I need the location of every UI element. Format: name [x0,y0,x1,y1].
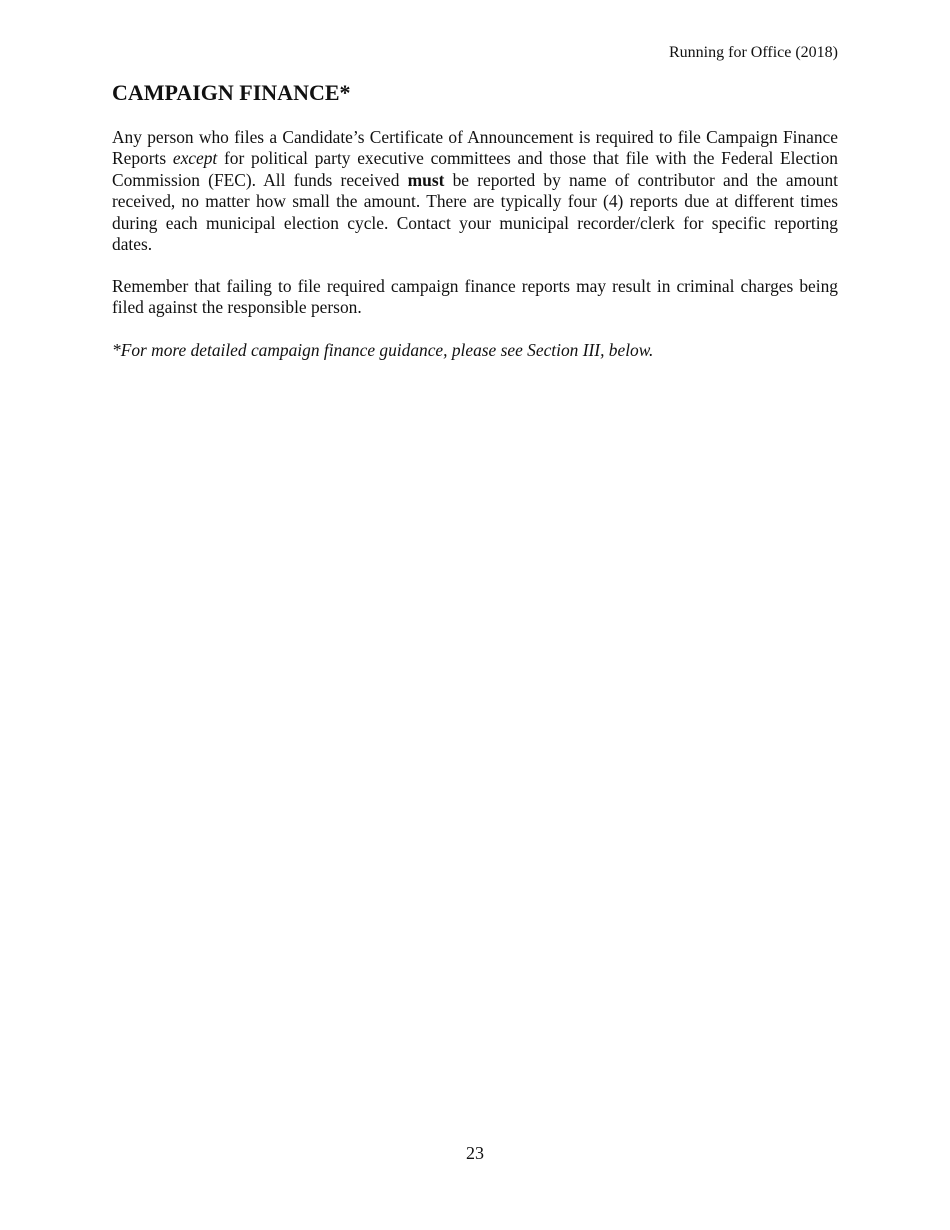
paragraph-text: Any person who files a Candidate’s Certificate of Announcement is required to file Campaign Finance Reports [112,127,838,169]
paragraph-text: for political party executive committees and those that file with the Federal Election Commission (FEC). All funds received [112,148,838,190]
paragraph-penalty-warning: Remember that failing to file required campaign finance reports may result in criminal charges being filed against the responsible person. [112,276,838,318]
section-title: CAMPAIGN FINANCE* [112,80,351,105]
emphasis-must: must [407,169,445,190]
footnote-guidance: *For more detailed campaign finance guidance, please see Section III, below. [112,340,654,360]
paragraph-filing-requirement [112,127,838,255]
paragraph-text: be reported by name of contributor and the amount received, no matter how small the amount. There are typically four (4) reports due at different times during each municipal election cycle. Contact your municipal recorder/clerk for specific reporting dates. [112,169,839,255]
page-number: 23 [466,1143,484,1163]
running-header: Running for Office (2018) [669,44,838,61]
emphasis-except: except [172,148,218,169]
